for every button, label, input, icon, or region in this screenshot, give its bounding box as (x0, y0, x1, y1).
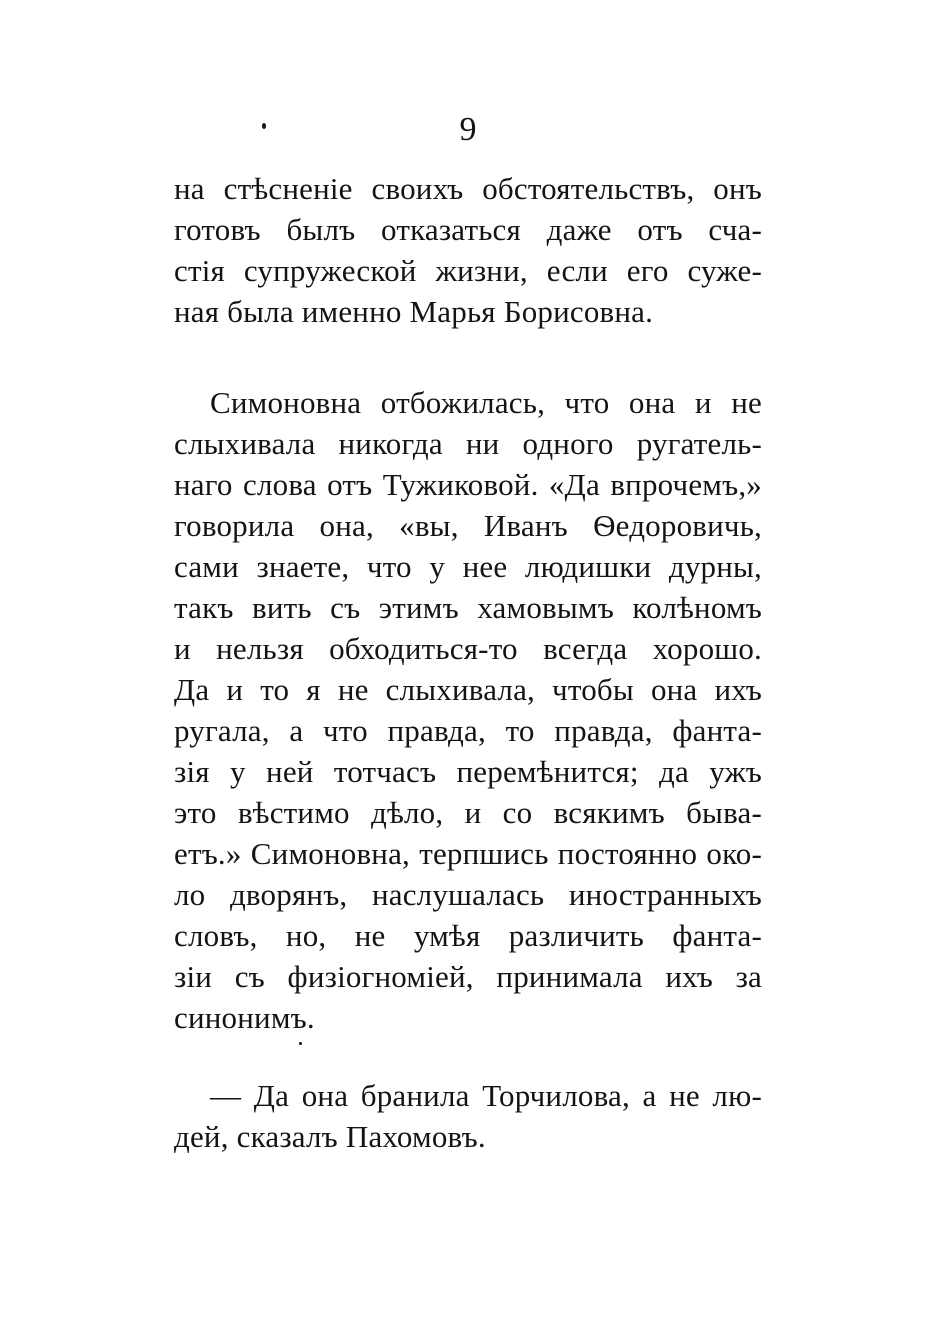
text-line: говорила она, «вы, Иванъ Ѳедоровичь, (174, 508, 762, 543)
print-speck (299, 1042, 302, 1045)
text-line: ругала, а что правда, то правда, фанта- (174, 713, 762, 748)
text-line: это вѣстимо дѣло, и со всякимъ быва- (174, 795, 762, 830)
paragraph-3 (174, 1075, 762, 1157)
text-line: такъ вить съ этимъ хамовымъ колѣномъ (174, 590, 762, 625)
text-line: словъ, но, не умѣя различить фанта- (174, 918, 762, 953)
paragraph-2 (174, 382, 762, 1038)
text-line: Да и то я не слыхивала, чтобы она ихъ (174, 672, 762, 707)
paragraph-1 (174, 168, 762, 332)
text-line: на стѣсненіе своихъ обстоятельствъ, онъ (174, 171, 762, 206)
text-line: стія супружеской жизни, если его суже- (174, 253, 762, 288)
print-speck (262, 123, 266, 129)
page-number: 9 (459, 111, 477, 148)
text-line: слыхивала никогда ни одного ругатель- (174, 426, 762, 461)
text-line: синонимъ. (174, 1000, 315, 1035)
text-line: готовъ былъ отказаться даже отъ сча- (174, 212, 762, 247)
text-line: ная была именно Марья Борисовна. (174, 294, 654, 329)
text-line: и нельзя обходиться-то всегда хорошо. (174, 631, 762, 666)
text-line: зія у ней тотчасъ перемѣнится; да ужъ (174, 754, 762, 789)
text-line: сами знаете, что у нее людишки дурны, (174, 549, 762, 584)
text-line: зіи съ физіогноміей, принимала ихъ за (174, 959, 762, 994)
text-line: — Да она бранила Торчилова, а не лю- (210, 1078, 762, 1113)
text-line: наго слова отъ Тужиковой. «Да впрочемъ,» (174, 467, 762, 502)
text-line: ло дворянъ, наслушалась иностранныхъ (174, 877, 762, 912)
text-line: Симоновна отбожилась, что она и не (210, 385, 762, 420)
text-line: етъ.» Симоновна, терпшись постоянно око- (174, 836, 762, 871)
text-line: дей, сказалъ Пахомовъ. (174, 1119, 486, 1154)
